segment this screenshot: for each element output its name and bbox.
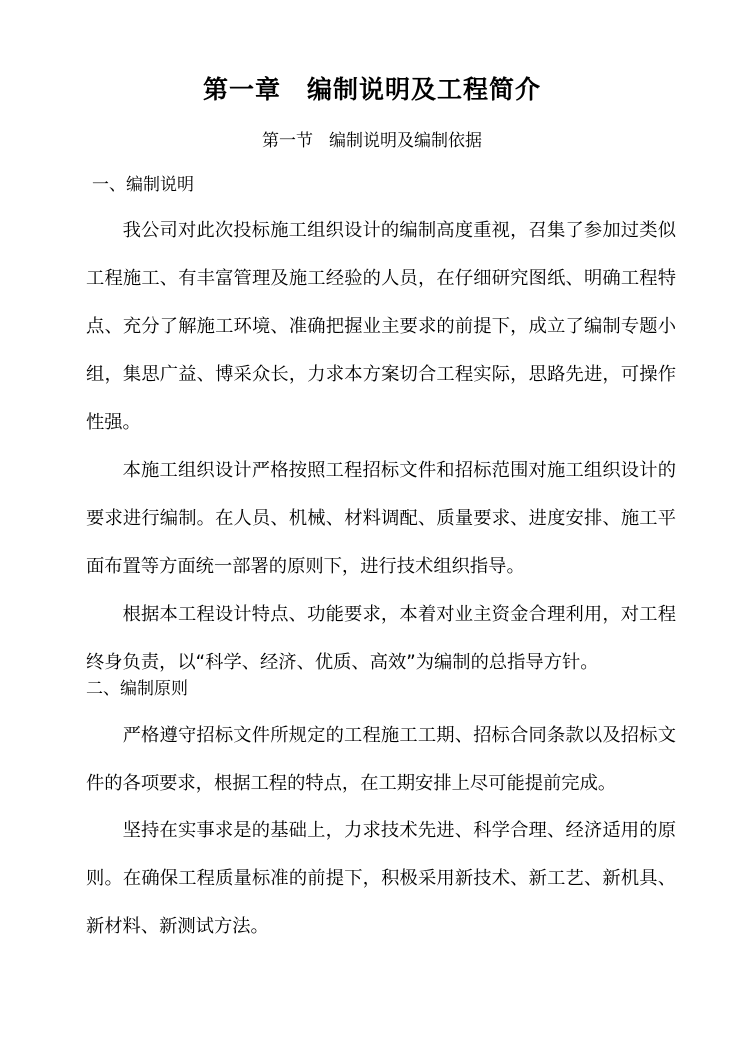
section-title [0, 127, 744, 155]
paragraph: 严格遵守招标文件所规定的工程施工工期、招标合同条款以及招标文件的各项要求，根据工程的特点，在工期安排上尽可能提前完成。 [86, 725, 676, 794]
paragraph: 本施工组织设计严格按照工程招标文件和招标范围对施工组织设计的要求进行编制。在人员、机械、材料调配、质量要求、进度安排、施工平面布置等方面统一部署的原则下，进行技术组织指导。 [86, 460, 676, 577]
subsection-heading-2: 二、编制原则 [86, 679, 188, 699]
chapter-name: 编制说明及工程简介 [307, 75, 542, 104]
subsection-heading-1: 一、编制说明 [92, 175, 194, 195]
chapter-number: 第一章 [202, 75, 281, 104]
paragraph: 坚持在实事求是的基础上，力求技术先进、科学合理、经济适用的原则。在确保工程质量标准的前提下，积极采用新技术、新工艺、新机具、新材料、新测试方法。 [86, 820, 676, 937]
paragraph: 我公司对此次投标施工组织设计的编制高度重视，召集了参加过类似工程施工、有丰富管理及施工经验的人员，在仔细研究图纸、明确工程特点、充分了解施工环境、准确把握业主要求的前提下，成立了编制专题小组，集思广益、博采众长，力求本方案切合工程实际，思路先进，可操作性强。 [86, 220, 676, 433]
section-name: 编制说明及编制依据 [329, 131, 482, 151]
paragraph: 根据本工程设计特点、功能要求，本着对业主资金合理利用，对工程终身负责，以“科学、经济、优质、高效”为编制的总指导方针。 [86, 604, 676, 673]
chapter-title [0, 72, 744, 108]
section-number: 第一节 [262, 131, 313, 151]
